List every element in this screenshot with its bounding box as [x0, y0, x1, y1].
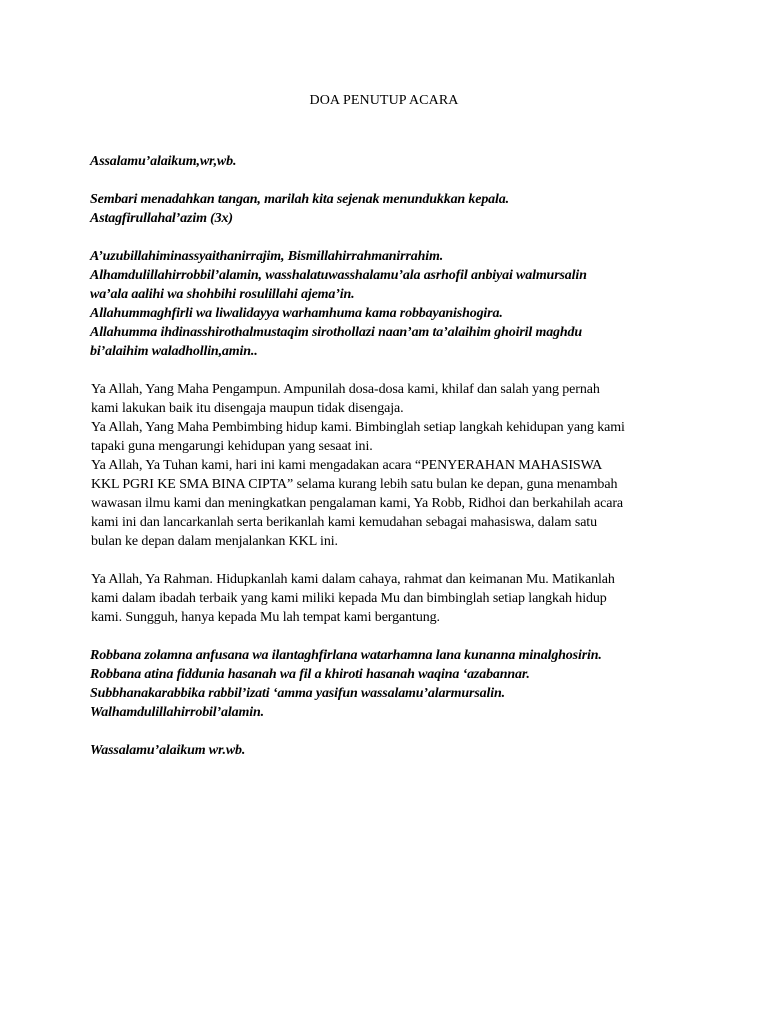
- paragraph-line: bulan ke depan dalam menjalankan KKL ini.: [91, 534, 338, 549]
- arabic-opening-line: Allahumma ihdinasshirothalmustaqim sirothollazi naan’am ta’alaihim ghoiril maghdu: [90, 325, 583, 340]
- spacer: [90, 171, 690, 190]
- spacer: [90, 722, 690, 741]
- paragraph-2: [90, 570, 690, 627]
- opening-block: [90, 190, 690, 228]
- opening-line: Astagfirullahal’azim (3x): [90, 211, 233, 226]
- opening-line: Sembari menadahkan tangan, marilah kita sejenak menundukkan kepala.: [90, 192, 509, 207]
- farewell: Wassalamu’alaikum wr.wb.: [90, 743, 246, 758]
- closing-prayer-line: Robbana atina fiddunia hasanah wa fil a khiroti hasanah waqina ‘azabannar.: [90, 667, 530, 682]
- spacer: [90, 551, 690, 570]
- spacer: [90, 361, 690, 380]
- closing-prayer-line: Subbhanakarabbika rabbil’izati ‘amma yasifun wassalamu’alarmursalin.: [90, 686, 505, 701]
- paragraph-line: wawasan ilmu kami dan meningkatkan pengalaman kami, Ya Robb, Ridhoi dan berkahilah acara: [91, 496, 623, 511]
- arabic-opening-line: Allahummaghfirli wa liwalidayya warhamhuma kama robbayanishogira.: [90, 306, 503, 321]
- paragraph-line: Ya Allah, Yang Maha Pengampun. Ampunilah dosa-dosa kami, khilaf dan salah yang pernah: [91, 382, 600, 397]
- paragraph-line: kami ini dan lancarkanlah serta berikanlah kami kemudahan sebagai mahasiswa, dalam satu: [91, 515, 597, 530]
- paragraph-line: kami dalam ibadah terbaik yang kami miliki kepada Mu dan bimbinglah setiap langkah hidup: [91, 591, 607, 606]
- closing-prayer-line: Walhamdulillahirrobil’alamin.: [90, 705, 264, 720]
- paragraph-line: tapaki guna mengarungi kehidupan yang sesaat ini.: [91, 439, 373, 454]
- closing-prayer-line: Robbana zolamna anfusana wa ilantaghfirlana watarhamna lana kunanna minalghosirin.: [90, 648, 602, 663]
- arabic-opening-line: bi’alaihim waladhollin,amin..: [90, 344, 258, 359]
- paragraph-line: Ya Allah, Yang Maha Pembimbing hidup kami. Bimbinglah setiap langkah kehidupan yang kami: [91, 420, 625, 435]
- arabic-opening-line: A’uzubillahiminassyaithanirrajim, Bismillahirrahmanirrahim.: [90, 249, 444, 264]
- document-body: [90, 152, 690, 760]
- greeting: Assalamu’alaikum,wr,wb.: [90, 154, 237, 169]
- document-title: DOA PENUTUP ACARA: [309, 93, 459, 108]
- spacer: [90, 627, 690, 646]
- spacer: [90, 228, 690, 247]
- paragraph-line: kami lakukan baik itu disengaja maupun tidak disengaja.: [91, 401, 404, 416]
- paragraph-line: Ya Allah, Ya Rahman. Hidupkanlah kami dalam cahaya, rahmat dan keimanan Mu. Matikanlah: [91, 572, 615, 587]
- paragraph-line: Ya Allah, Ya Tuhan kami, hari ini kami mengadakan acara “PENYERAHAN MAHASISWA: [91, 458, 603, 473]
- paragraph-line: kami. Sungguh, hanya kepada Mu lah tempat kami bergantung.: [91, 610, 440, 625]
- paragraph-1: [90, 380, 690, 551]
- arabic-opening-line: Alhamdulillahirrobbil’alamin, wasshalatuwasshalamu’ala asrhofil anbiyai walmursalin: [90, 268, 587, 283]
- arabic-opening-block: [90, 247, 690, 361]
- closing-prayer-block: [90, 646, 690, 722]
- paragraph-line: KKL PGRI KE SMA BINA CIPTA” selama kurang lebih satu bulan ke depan, guna menambah: [91, 477, 618, 492]
- arabic-opening-line: wa’ala aalihi wa shohbihi rosulillahi ajema’in.: [90, 287, 355, 302]
